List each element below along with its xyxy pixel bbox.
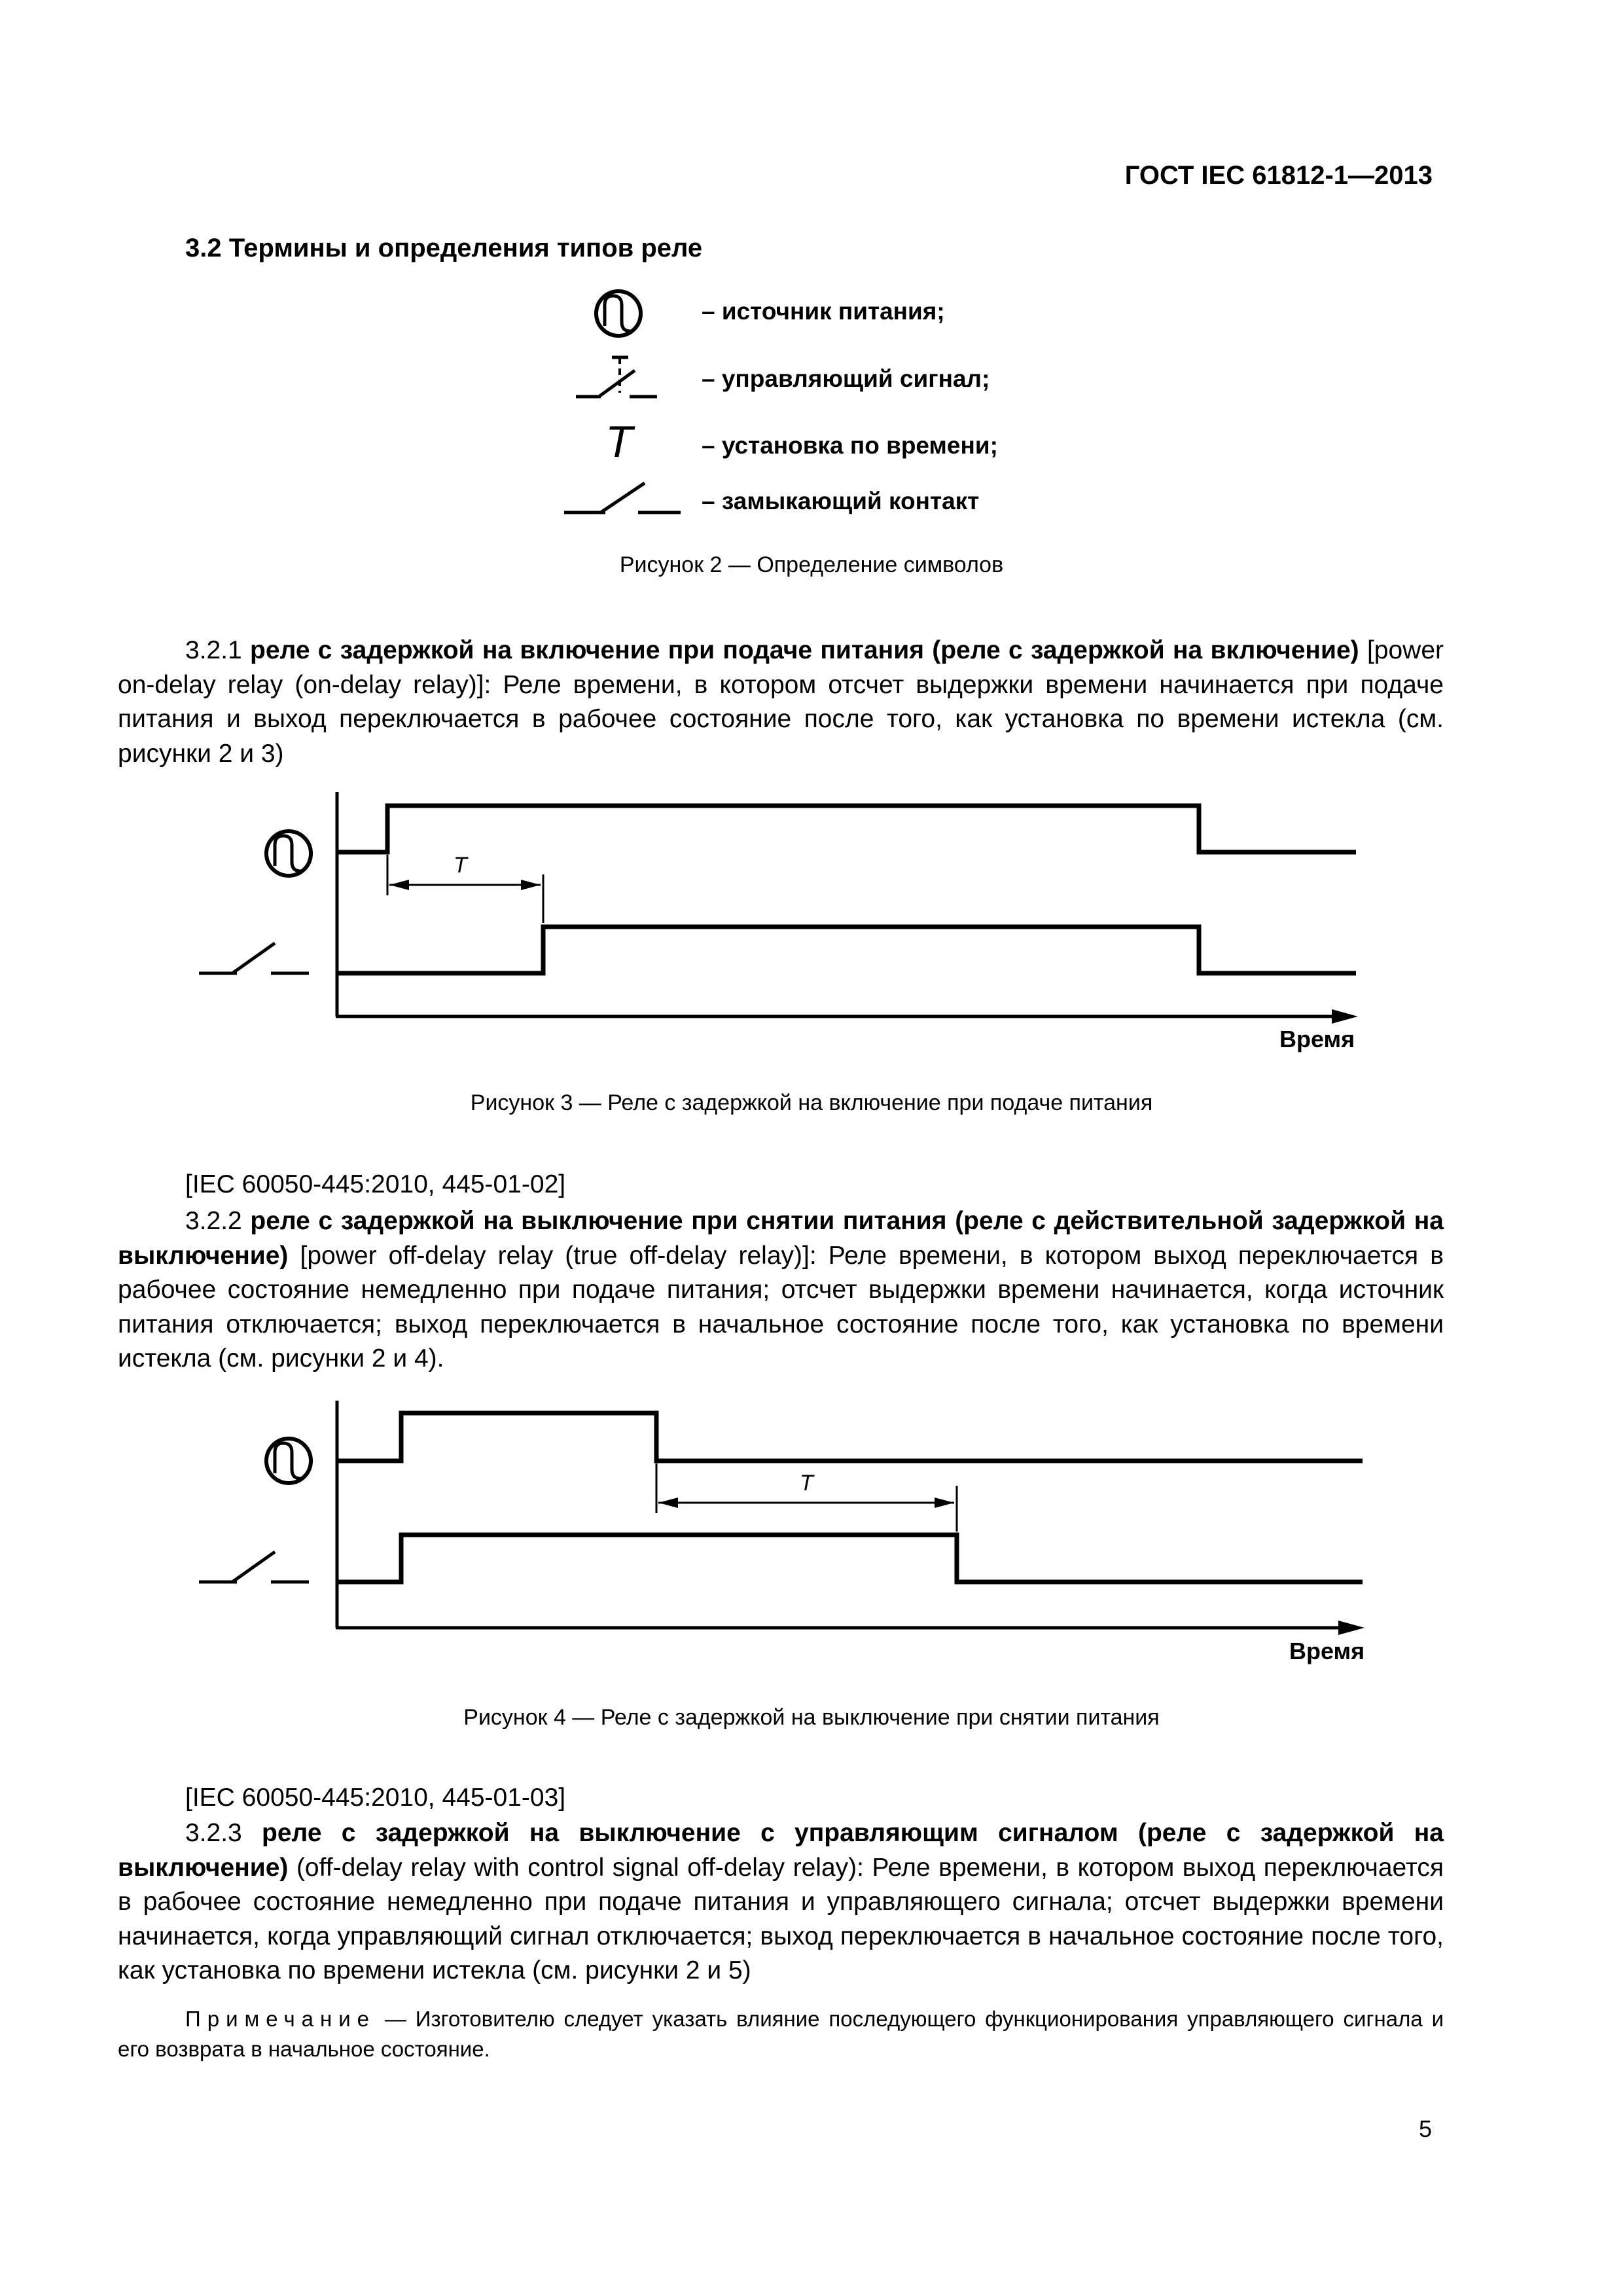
clause-term: реле с задержкой на выключение при снятии питания (реле с действительной задержкой на выключение) — [118, 1207, 1444, 1270]
figure3-output-trace — [337, 927, 1356, 973]
legend-label-time: – установка по времени; — [702, 432, 998, 459]
reference-3-2-1: [IEC 60050-445:2010, 445-01-02] — [185, 1170, 566, 1198]
figure3-contact-icon — [199, 943, 309, 973]
figure4-caption: Рисунок 4 — Реле с задержкой на выключение при снятии питания — [463, 1705, 1160, 1730]
clause-3-2-3 — [118, 1816, 1444, 1988]
figure3-caption: Рисунок 3 — Реле с задержкой на включение при подаче питания — [470, 1090, 1153, 1115]
figure3-t-label: T — [454, 853, 467, 878]
note-text: — Изготовителю следует указать влияние последующего функционирования управляющего сигнала и его возврата в начальное состояние. — [118, 2007, 1444, 2061]
clause-term: реле с задержкой на выключение с управляющим сигналом (реле с задержкой на выключение) — [118, 1819, 1444, 1882]
section-title: 3.2 Термины и определения типов реле — [185, 234, 703, 262]
clause-number: 3.2.3 — [185, 1819, 242, 1847]
document-number: ГОСТ IEC 61812-1—2013 — [1124, 161, 1433, 190]
figure3-axis-label: Время — [1279, 1026, 1355, 1052]
figure4-diagram — [336, 1401, 1364, 1635]
clause-3-2-2 — [118, 1204, 1444, 1376]
time-setting-icon: T — [605, 417, 633, 467]
legend-label-power: – источник питания; — [702, 298, 945, 325]
reference-3-2-2: [IEC 60050-445:2010, 445-01-03] — [185, 1784, 566, 1812]
figure4-t-label: T — [800, 1471, 813, 1496]
clause-number: 3.2.2 — [185, 1207, 242, 1235]
page-number: 5 — [1418, 2115, 1432, 2142]
power-supply-icon — [596, 291, 641, 336]
legend-label-contact: – замыкающий контакт — [702, 488, 980, 514]
figure4-contact-icon — [199, 1552, 309, 1582]
clause-term: реле с задержкой на включение при подаче питания (реле с задержкой на включение) — [250, 636, 1359, 664]
figure4-output-trace — [337, 1535, 1363, 1582]
clause-3-2-1 — [118, 634, 1444, 771]
make-contact-icon — [564, 483, 681, 512]
note — [118, 2004, 1444, 2064]
note-label: Примечание — [185, 2007, 376, 2031]
figure3-diagram — [336, 792, 1358, 1024]
figure4-power-icon — [266, 1439, 311, 1483]
clause-text: (off-delay relay with control signal off-delay relay): Реле времени, в котором выход переключается в рабочее состояние немедленно при подаче питания и управляющего сигнала; отсчет выдержки времени начинается, когда управляющий сигнал отключается; выход переключается в начальное состояние после того, как установка по времени истекла (см. рисунки 2 и 5) — [118, 1853, 1444, 1984]
clause-text: [power off-delay relay (true off-delay relay)]: Реле времени, в котором выход переключается в рабочее состояние немедленно при подаче питания; отсчет выдержки времени начинается, когда источник питания отключается; выход переключается в начальное состояние после того, как установка по времени истекла (см. рисунки 2 и 4). — [118, 1241, 1444, 1372]
figure4-power-trace — [337, 1413, 1363, 1461]
figure2-caption: Рисунок 2 — Определение символов — [619, 552, 1004, 577]
clause-number: 3.2.1 — [185, 636, 242, 664]
figure4-axis-label: Время — [1289, 1638, 1365, 1664]
figure3-power-icon — [266, 831, 311, 876]
legend-label-control: – управляющий сигнал; — [702, 365, 990, 392]
clause-text: [power on-delay relay (on-delay relay)]: Реле времени, в котором отсчет выдержки времени начинается при подаче питания и выход переключается в рабочее состояние после того, как установка по времени истекла (см. рисунки 2 и 3) — [118, 636, 1444, 768]
control-signal-icon — [576, 357, 657, 397]
figure3-power-trace — [337, 806, 1356, 852]
